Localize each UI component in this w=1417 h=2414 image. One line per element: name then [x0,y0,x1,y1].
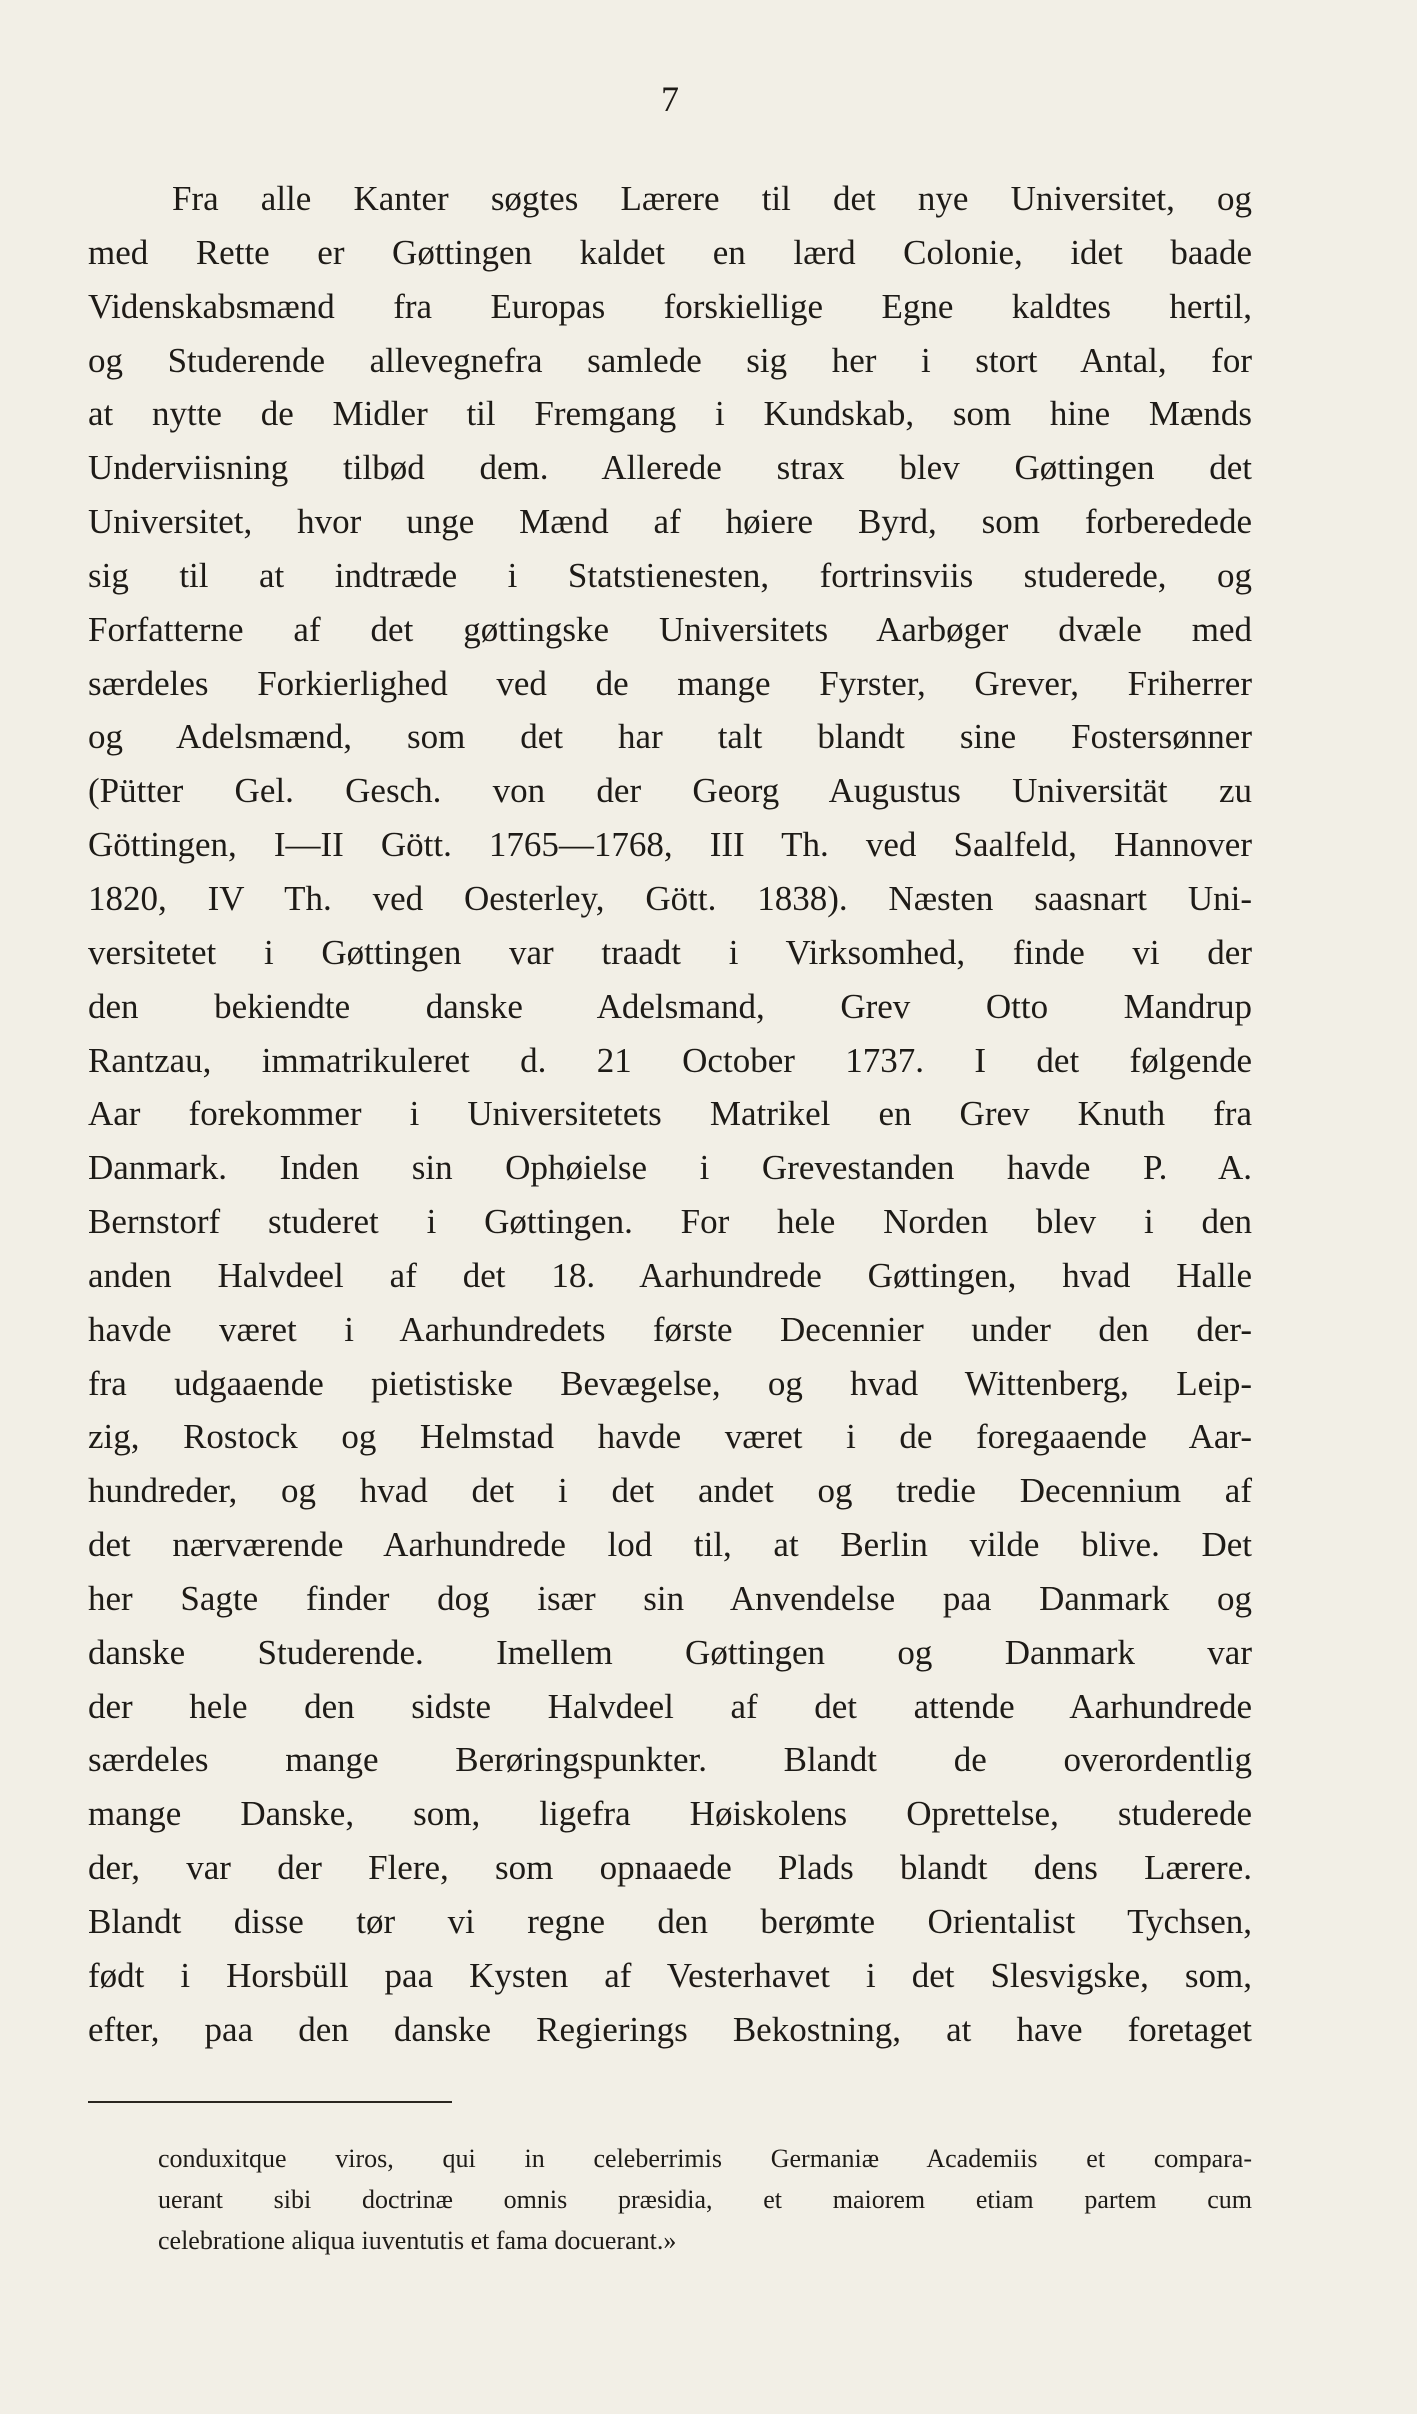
text-line: versitetet i Gøttingen var traadt i Virksomhed, finde vi der [88,932,1252,972]
text-line: Rantzau, immatrikuleret d. 21 October 1737. I det følgende [88,1040,1252,1080]
text-line: Videnskabsmænd fra Europas forskiellige Egne kaldtes hertil, [88,286,1252,326]
text-line: fra udgaaende pietistiske Bevægelse, og hvad Wittenberg, Leip- [88,1363,1252,1403]
text-line: og Studerende allevegnefra samlede sig her i stort Antal, for [88,340,1252,380]
text-line: Danmark. Inden sin Ophøielse i Grevestanden havde P. A. [88,1148,1252,1188]
text-line: Forfatterne af det gøttingske Universitets Aarbøger dvæle med [88,609,1252,649]
text-line: det nærværende Aarhundrede lod til, at Berlin vilde blive. Det [88,1525,1252,1565]
text-line: der, var der Flere, som opnaaede Plads blandt dens Lærere. [88,1848,1252,1888]
text-line: den bekiendte danske Adelsmand, Grev Otto Mandrup [88,986,1252,1026]
text-line: med Rette er Gøttingen kaldet en lærd Colonie, idet baade [88,232,1252,272]
footnote-line: celebratione aliqua iuventutis et fama docuerant.» [158,2226,677,2255]
footnote [158,2138,1252,2261]
text-line: Universitet, hvor unge Mænd af høiere Byrd, som forberedede [88,502,1252,542]
text-line: mange Danske, som, ligefra Høiskolens Oprettelse, studerede [88,1794,1252,1834]
text-line: Bernstorf studeret i Gøttingen. For hele Norden blev i den [88,1202,1252,1242]
text-line: Blandt disse tør vi regne den berømte Orientalist Tychsen, [88,1902,1252,1941]
text-line: (Pütter Gel. Gesch. von der Georg Augustus Universität zu [88,771,1252,811]
text-line: særdeles Forkierlighed ved de mange Fyrster, Grever, Friherrer [88,663,1252,703]
footnote-line: conduxitque viros, qui in celeberrimis Germaniæ Academiis et compara- [158,2144,1252,2173]
footnote-line: uerant sibi doctrinæ omnis præsidia, et maiorem etiam partem cum [158,2185,1252,2214]
text-line: anden Halvdeel af det 18. Aarhundrede Gøttingen, hvad Halle [88,1255,1252,1295]
text-line: og Adelsmænd, som det har talt blandt sine Fostersønner [88,717,1252,757]
text-line: født i Horsbüll paa Kysten af Vesterhavet i det Slesvigske, som, [88,1955,1252,1995]
text-line: Underviisning tilbød dem. Allerede strax blev Gøttingen det [88,448,1252,488]
text-line: hundreder, og hvad det i det andet og tredie Decennium af [88,1471,1252,1511]
text-line: Göttingen, I—II Gött. 1765—1768, III Th. ved Saalfeld, Hannover [88,825,1252,865]
text-line: der hele den sidste Halvdeel af det attende Aarhundrede [88,1686,1252,1726]
footnote-divider [88,2101,452,2103]
main-text [88,172,1252,2057]
text-line: havde været i Aarhundredets første Decennier under den der- [88,1309,1252,1349]
text-line: danske Studerende. Imellem Gøttingen og Danmark var [88,1632,1252,1672]
text-line: sig til at indtræde i Statstienesten, fortrinsviis studerede, og [88,555,1252,595]
text-line: 1820, IV Th. ved Oesterley, Gött. 1838). Næsten saasnart Uni- [88,878,1252,918]
text-line: særdeles mange Berøringspunkter. Blandt de overordentlig [88,1740,1252,1780]
text-line: at nytte de Midler til Fremgang i Kundskab, som hine Mænds [88,394,1252,434]
text-line: her Sagte finder dog især sin Anvendelse paa Danmark og [88,1578,1252,1618]
text-line: Fra alle Kanter søgtes Lærere til det nye Universitet, og [172,179,1252,218]
text-line: Aar forekommer i Universitetets Matrikel en Grev Knuth fra [88,1094,1252,1134]
page-number: 7 [661,79,679,119]
text-line: zig, Rostock og Helmstad havde været i de foregaaende Aar- [88,1417,1252,1457]
text-line: efter, paa den danske Regierings Bekostning, at have foretaget [88,2009,1252,2049]
